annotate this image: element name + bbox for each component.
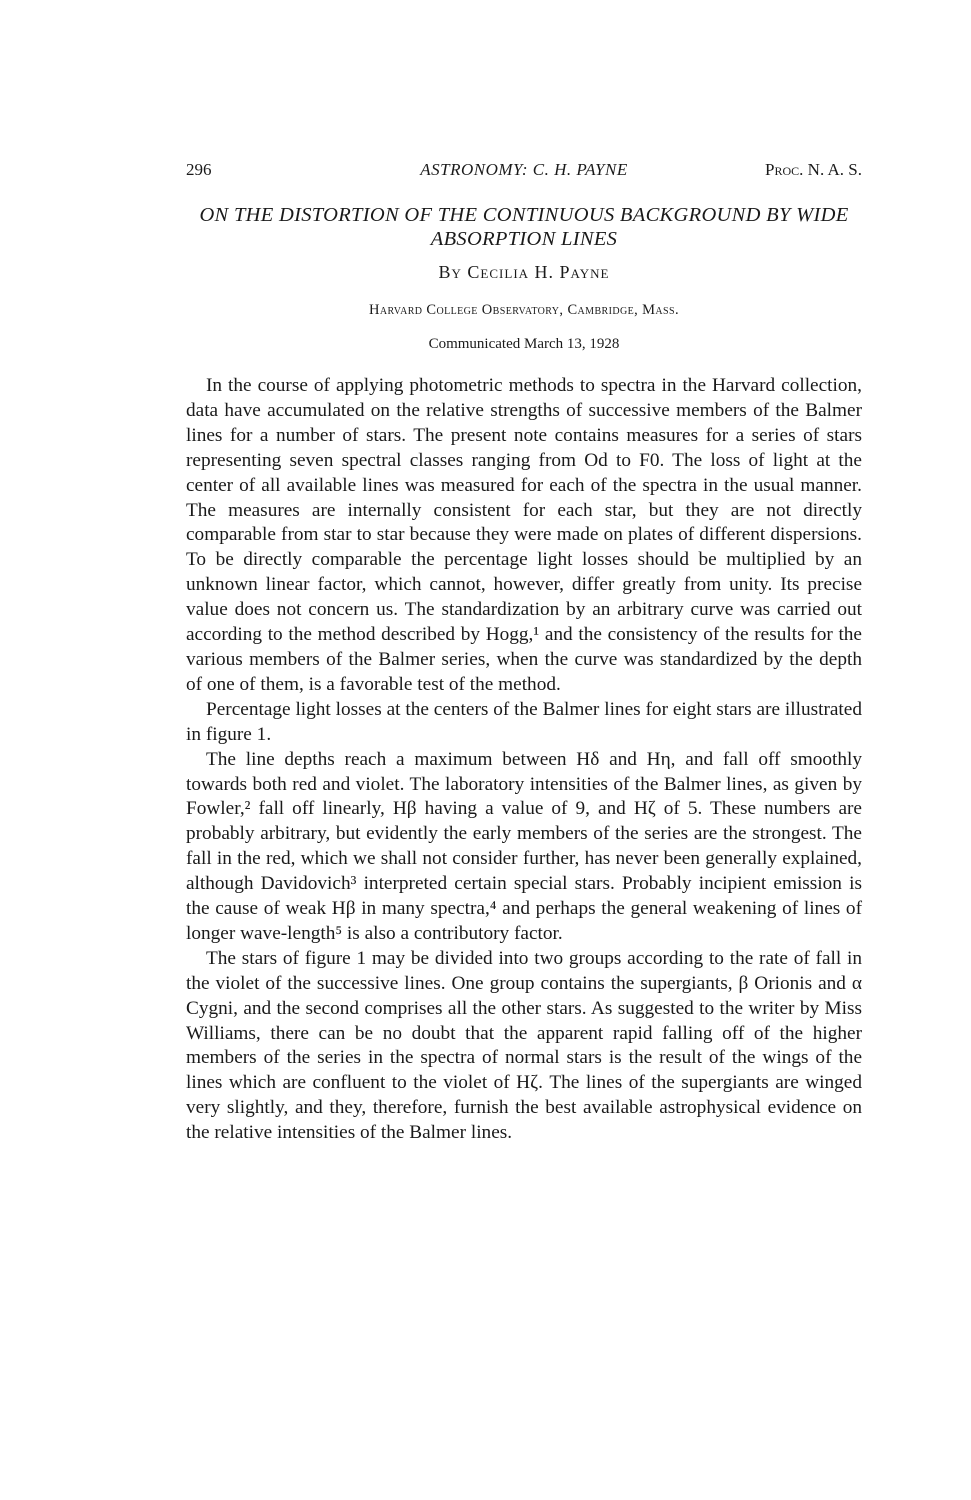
paragraph-2: Percentage light losses at the centers of the Balmer lines for eight stars are illustrated in figure 1.	[186, 698, 862, 745]
article-body	[186, 374, 862, 1146]
page-number: 296	[186, 160, 212, 179]
article-title: ON THE DISTORTION OF THE CONTINUOUS BACKGROUND BY WIDE ABSORPTION LINES	[199, 204, 849, 250]
running-head-title: ASTRONOMY: C. H. PAYNE	[420, 160, 628, 179]
author-line: By Cecilia H. Payne	[438, 262, 610, 282]
journal-abbreviation: Proc. N. A. S.	[765, 160, 862, 179]
communicated-date: Communicated March 13, 1928	[428, 336, 620, 352]
paragraph-1: In the course of applying photometric methods to spectra in the Harvard collection, data have accumulated on the relative strengths of successive members of the Balmer lines for a number of stars. The present note contains measures for a series of stars representing seven spectral classes ranging from Od to F0. The loss of light at the center of all available lines was measured for each of the spectra in the usual manner. The measures are internally consistent for each star, but they are not directly comparable from star to star because they were made on plates of different dispersions. To be directly comparable the percentage light losses should be multiplied by an unknown linear factor, which cannot, however, differ greatly from unity. Its precise value does not concern us. The standardization by an arbitrary curve was carried out according to the method described by Hogg,¹ and the consistency of the results for the various members of the Balmer series, when the curve was standardized by the depth of one of them, is a favorable test of the method.	[186, 375, 862, 695]
affiliation: Harvard College Observatory, Cambridge, Mass.	[369, 302, 679, 318]
paragraph-3: The line depths reach a maximum between Hδ and Hη, and fall off smoothly towards both red and violet. The laboratory intensities of the Balmer lines, as given by Fowler,² fall off linearly, Hβ having a value of 9, and Hζ of 5. These numbers are probably arbitrary, but evidently the early members of the series are the strongest. The fall in the red, which we shall not consider further, has never been generally explained, although Davidovich³ interpreted certain special stars. Probably incipient emission is the cause of weak Hβ in many spectra,⁴ and perhaps the general weakening of lines of longer wave-length⁵ is also a contributory factor.	[186, 748, 862, 944]
paragraph-4: The stars of figure 1 may be divided into two groups according to the rate of fall in the violet of the successive lines. One group contains the supergiants, β Orionis and α Cygni, and the second comprises all the other stars. As suggested to the writer by Miss Williams, there can be no doubt that the apparent rapid falling off of the higher members of the series in the spectra of normal stars is the result of the wings of the lines which are confluent to the violet of Hζ. The lines of the supergiants are winged very slightly, and they, therefore, furnish the best available astrophysical evidence on the relative intensities of the Balmer lines.	[186, 947, 862, 1144]
